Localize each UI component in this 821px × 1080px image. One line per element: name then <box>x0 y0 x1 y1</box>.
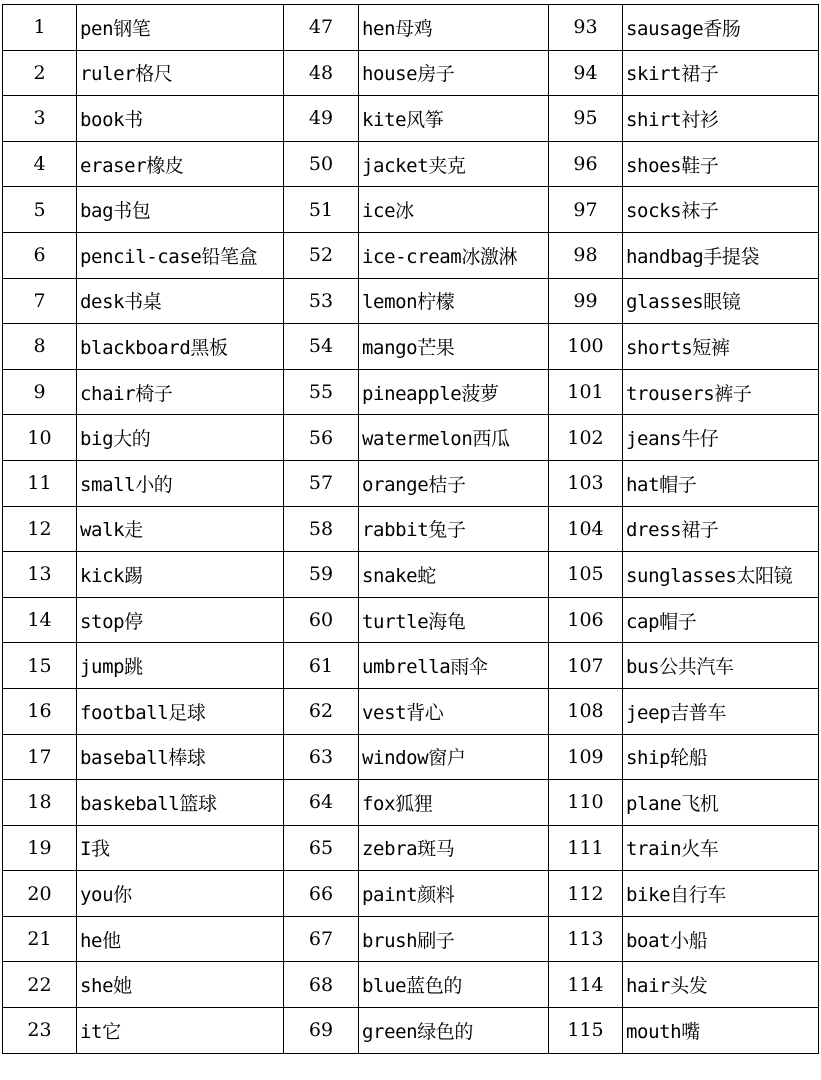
entry-number: 60 <box>284 597 359 643</box>
entry-number: 9 <box>3 369 77 415</box>
entry-number: 64 <box>284 780 359 826</box>
entry-word: ruler格尺 <box>77 50 284 96</box>
entry-number: 93 <box>549 5 623 51</box>
table-row <box>3 232 819 278</box>
entry-number: 48 <box>284 50 359 96</box>
entry-number: 67 <box>284 916 359 962</box>
entry-word: ice冰 <box>359 187 549 233</box>
entry-number: 101 <box>549 369 623 415</box>
entry-word: watermelon西瓜 <box>359 415 549 461</box>
entry-number: 109 <box>549 734 623 780</box>
table-row <box>3 688 819 734</box>
entry-word: she她 <box>77 962 284 1008</box>
entry-number: 102 <box>549 415 623 461</box>
entry-word: ice-cream冰激淋 <box>359 232 549 278</box>
entry-word: cap帽子 <box>623 597 819 643</box>
entry-word: handbag手提袋 <box>623 232 819 278</box>
entry-word: he他 <box>77 916 284 962</box>
entry-number: 99 <box>549 278 623 324</box>
entry-word: glasses眼镜 <box>623 278 819 324</box>
entry-word: dress裙子 <box>623 506 819 552</box>
entry-word: I我 <box>77 825 284 871</box>
entry-number: 113 <box>549 916 623 962</box>
entry-word: pen钢笔 <box>77 5 284 51</box>
entry-word: umbrella雨伞 <box>359 643 549 689</box>
entry-number: 55 <box>284 369 359 415</box>
table-row <box>3 278 819 324</box>
entry-number: 3 <box>3 96 77 142</box>
entry-word: jacket夹克 <box>359 141 549 187</box>
entry-word: blackboard黑板 <box>77 324 284 370</box>
table-row <box>3 50 819 96</box>
entry-number: 47 <box>284 5 359 51</box>
table-row <box>3 871 819 917</box>
entry-word: rabbit兔子 <box>359 506 549 552</box>
entry-word: house房子 <box>359 50 549 96</box>
entry-number: 21 <box>3 916 77 962</box>
entry-number: 22 <box>3 962 77 1008</box>
entry-number: 20 <box>3 871 77 917</box>
entry-word: blue蓝色的 <box>359 962 549 1008</box>
entry-number: 108 <box>549 688 623 734</box>
table-row <box>3 916 819 962</box>
entry-number: 13 <box>3 552 77 598</box>
vocabulary-table <box>2 4 819 1054</box>
entry-number: 68 <box>284 962 359 1008</box>
entry-number: 17 <box>3 734 77 780</box>
entry-word: bus公共汽车 <box>623 643 819 689</box>
entry-number: 97 <box>549 187 623 233</box>
table-row <box>3 5 819 51</box>
entry-word: eraser橡皮 <box>77 141 284 187</box>
entry-word: hat帽子 <box>623 460 819 506</box>
entry-word: kite风筝 <box>359 96 549 142</box>
entry-word: boat小船 <box>623 916 819 962</box>
entry-word: big大的 <box>77 415 284 461</box>
table-row <box>3 780 819 826</box>
entry-number: 100 <box>549 324 623 370</box>
entry-number: 14 <box>3 597 77 643</box>
table-row <box>3 734 819 780</box>
entry-word: stop停 <box>77 597 284 643</box>
entry-word: bike自行车 <box>623 871 819 917</box>
table-row <box>3 141 819 187</box>
table-row <box>3 962 819 1008</box>
entry-number: 16 <box>3 688 77 734</box>
entry-word: plane飞机 <box>623 780 819 826</box>
entry-number: 111 <box>549 825 623 871</box>
entry-number: 11 <box>3 460 77 506</box>
entry-word: train火车 <box>623 825 819 871</box>
table-row <box>3 506 819 552</box>
entry-number: 95 <box>549 96 623 142</box>
entry-number: 19 <box>3 825 77 871</box>
entry-number: 5 <box>3 187 77 233</box>
entry-number: 12 <box>3 506 77 552</box>
entry-word: snake蛇 <box>359 552 549 598</box>
entry-word: jump跳 <box>77 643 284 689</box>
entry-number: 52 <box>284 232 359 278</box>
entry-word: shoes鞋子 <box>623 141 819 187</box>
entry-number: 110 <box>549 780 623 826</box>
entry-number: 105 <box>549 552 623 598</box>
entry-number: 63 <box>284 734 359 780</box>
table-row <box>3 96 819 142</box>
table-row <box>3 324 819 370</box>
table-row <box>3 415 819 461</box>
entry-number: 49 <box>284 96 359 142</box>
table-row <box>3 597 819 643</box>
entry-number: 2 <box>3 50 77 96</box>
entry-number: 53 <box>284 278 359 324</box>
entry-number: 18 <box>3 780 77 826</box>
entry-word: orange桔子 <box>359 460 549 506</box>
entry-number: 96 <box>549 141 623 187</box>
entry-word: trousers裤子 <box>623 369 819 415</box>
entry-word: window窗户 <box>359 734 549 780</box>
entry-word: chair椅子 <box>77 369 284 415</box>
entry-number: 62 <box>284 688 359 734</box>
entry-number: 94 <box>549 50 623 96</box>
entry-number: 57 <box>284 460 359 506</box>
entry-word: mango芒果 <box>359 324 549 370</box>
table-row <box>3 369 819 415</box>
entry-word: zebra斑马 <box>359 825 549 871</box>
table-row <box>3 643 819 689</box>
vocabulary-table-body <box>3 5 819 1054</box>
entry-number: 65 <box>284 825 359 871</box>
entry-word: jeep吉普车 <box>623 688 819 734</box>
entry-number: 66 <box>284 871 359 917</box>
entry-word: lemon柠檬 <box>359 278 549 324</box>
entry-number: 10 <box>3 415 77 461</box>
entry-number: 104 <box>549 506 623 552</box>
entry-word: you你 <box>77 871 284 917</box>
table-row <box>3 460 819 506</box>
entry-word: paint颜料 <box>359 871 549 917</box>
entry-number: 107 <box>549 643 623 689</box>
entry-number: 98 <box>549 232 623 278</box>
entry-word: jeans牛仔 <box>623 415 819 461</box>
entry-word: turtle海龟 <box>359 597 549 643</box>
entry-number: 54 <box>284 324 359 370</box>
entry-word: vest背心 <box>359 688 549 734</box>
entry-word: pineapple菠萝 <box>359 369 549 415</box>
entry-word: hen母鸡 <box>359 5 549 51</box>
entry-number: 50 <box>284 141 359 187</box>
entry-word: baseball棒球 <box>77 734 284 780</box>
entry-word: sausage香肠 <box>623 5 819 51</box>
entry-word: pencil-case铅笔盒 <box>77 232 284 278</box>
entry-word: baskeball篮球 <box>77 780 284 826</box>
entry-number: 7 <box>3 278 77 324</box>
entry-number: 106 <box>549 597 623 643</box>
entry-number: 61 <box>284 643 359 689</box>
table-row <box>3 552 819 598</box>
entry-number: 6 <box>3 232 77 278</box>
entry-number: 4 <box>3 141 77 187</box>
entry-word: shirt衬衫 <box>623 96 819 142</box>
entry-number: 59 <box>284 552 359 598</box>
entry-word: skirt裙子 <box>623 50 819 96</box>
entry-number: 1 <box>3 5 77 51</box>
entry-number: 23 <box>3 1008 77 1054</box>
entry-word: it它 <box>77 1008 284 1054</box>
entry-word: book书 <box>77 96 284 142</box>
entry-word: mouth嘴 <box>623 1008 819 1054</box>
table-row <box>3 187 819 233</box>
entry-word: sunglasses太阳镜 <box>623 552 819 598</box>
entry-word: ship轮船 <box>623 734 819 780</box>
entry-word: shorts短裤 <box>623 324 819 370</box>
entry-number: 69 <box>284 1008 359 1054</box>
table-row <box>3 1008 819 1054</box>
entry-word: green绿色的 <box>359 1008 549 1054</box>
entry-number: 15 <box>3 643 77 689</box>
table-row <box>3 825 819 871</box>
entry-number: 56 <box>284 415 359 461</box>
entry-number: 51 <box>284 187 359 233</box>
entry-number: 114 <box>549 962 623 1008</box>
entry-number: 103 <box>549 460 623 506</box>
entry-number: 8 <box>3 324 77 370</box>
entry-word: football足球 <box>77 688 284 734</box>
entry-word: desk书桌 <box>77 278 284 324</box>
entry-number: 112 <box>549 871 623 917</box>
entry-word: kick踢 <box>77 552 284 598</box>
entry-number: 115 <box>549 1008 623 1054</box>
entry-word: bag书包 <box>77 187 284 233</box>
entry-word: socks袜子 <box>623 187 819 233</box>
entry-word: hair头发 <box>623 962 819 1008</box>
entry-word: brush刷子 <box>359 916 549 962</box>
entry-word: walk走 <box>77 506 284 552</box>
entry-word: small小的 <box>77 460 284 506</box>
entry-word: fox狐狸 <box>359 780 549 826</box>
entry-number: 58 <box>284 506 359 552</box>
